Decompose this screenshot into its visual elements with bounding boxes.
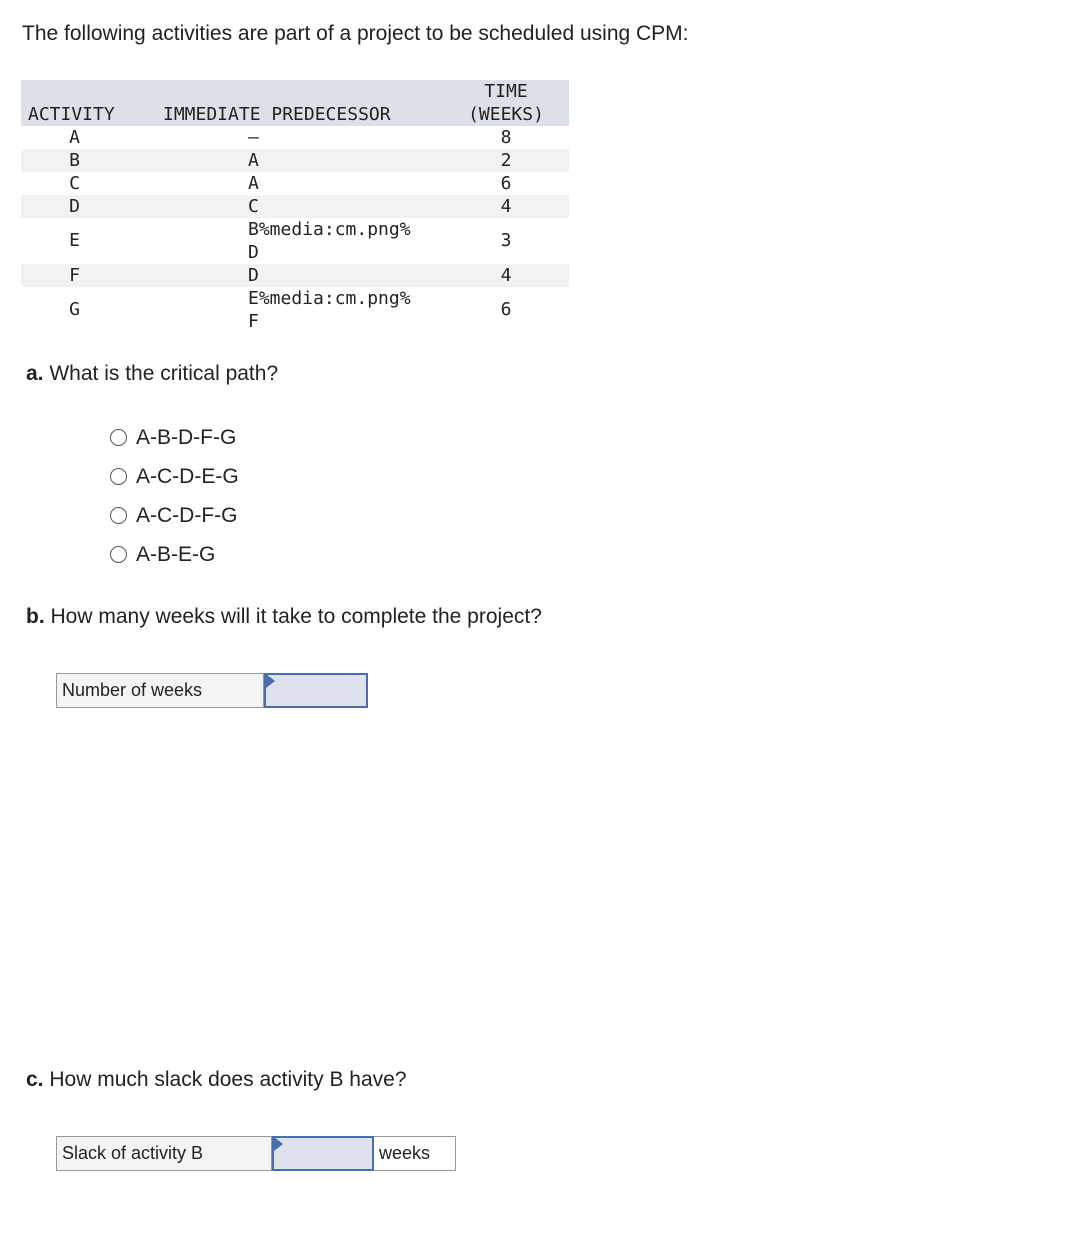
- option-4[interactable]: [110, 535, 239, 574]
- weeks-input[interactable]: [264, 673, 368, 708]
- option-1[interactable]: [110, 418, 239, 457]
- activity-table: [21, 80, 569, 333]
- predecessor-cell: —: [248, 127, 259, 148]
- activity-cell: G: [69, 299, 80, 320]
- option-label: A-C-D-E-G: [136, 464, 239, 488]
- activity-cell: B: [69, 150, 80, 171]
- activity-cell: F: [69, 265, 80, 286]
- time-cell: 4: [500, 265, 512, 286]
- radio-button[interactable]: [110, 507, 127, 524]
- time-cell: 4: [500, 196, 512, 217]
- option-label: A-C-D-F-G: [136, 503, 238, 527]
- table-header: [21, 80, 569, 126]
- predecessor-cell: D: [248, 265, 259, 286]
- activity-cell: A: [69, 127, 80, 148]
- radio-button[interactable]: [110, 546, 127, 563]
- question-c-prefix: c.: [26, 1068, 44, 1091]
- option-label: A-B-D-F-G: [136, 425, 237, 449]
- radio-button[interactable]: [110, 468, 127, 485]
- table-row: [21, 195, 569, 218]
- header-predecessor: IMMEDIATE PREDECESSOR: [163, 104, 391, 125]
- table-row: [21, 172, 569, 195]
- header-time-line2: (WEEKS): [468, 104, 544, 125]
- header-time-line1: TIME: [484, 81, 528, 102]
- question-a-prefix: a.: [26, 362, 44, 385]
- input-marker-icon: [266, 674, 275, 688]
- activity-cell: D: [69, 196, 80, 217]
- time-cell: 2: [500, 150, 512, 171]
- option-3[interactable]: [110, 496, 239, 535]
- question-c: [26, 1068, 407, 1092]
- question-c-text: How much slack does activity B have?: [49, 1068, 407, 1091]
- slack-answer-row: [56, 1136, 456, 1171]
- question-b-text: How many weeks will it take to complete the project?: [50, 605, 542, 628]
- predecessor-cell: A: [248, 150, 259, 171]
- weeks-label: Number of weeks: [56, 673, 264, 708]
- option-2[interactable]: [110, 457, 239, 496]
- header-time: [457, 80, 555, 126]
- predecessor-cell-line2: F: [248, 311, 259, 332]
- predecessor-cell: A: [248, 173, 259, 194]
- table-row: [21, 218, 569, 264]
- predecessor-cell: B%media:cm.png%: [248, 219, 411, 240]
- question-a: [26, 362, 278, 386]
- table-row: [21, 126, 569, 149]
- activity-cell: E: [69, 230, 80, 251]
- table-row: [21, 287, 569, 333]
- time-cell: 3: [500, 230, 512, 251]
- table-row: [21, 149, 569, 172]
- question-a-text: What is the critical path?: [49, 362, 279, 385]
- time-cell: 6: [500, 299, 512, 320]
- predecessor-cell: E%media:cm.png%: [248, 288, 411, 309]
- question-b: [26, 605, 542, 629]
- critical-path-options: [110, 418, 239, 574]
- question-b-prefix: b.: [26, 605, 45, 628]
- time-cell: 6: [500, 173, 512, 194]
- predecessor-cell-line2: D: [248, 242, 259, 263]
- slack-unit: weeks: [374, 1136, 456, 1171]
- weeks-answer-row: [56, 673, 368, 708]
- intro-text: The following activities are part of a project to be scheduled using CPM:: [22, 22, 689, 45]
- input-marker-icon: [274, 1137, 283, 1151]
- option-label: A-B-E-G: [136, 542, 216, 566]
- table-row: [21, 264, 569, 287]
- activity-cell: C: [69, 173, 80, 194]
- slack-label: Slack of activity B: [56, 1136, 272, 1171]
- predecessor-cell: C: [248, 196, 259, 217]
- slack-input[interactable]: [272, 1136, 374, 1171]
- header-activity: ACTIVITY: [28, 104, 115, 125]
- time-cell: 8: [500, 127, 512, 148]
- radio-button[interactable]: [110, 429, 127, 446]
